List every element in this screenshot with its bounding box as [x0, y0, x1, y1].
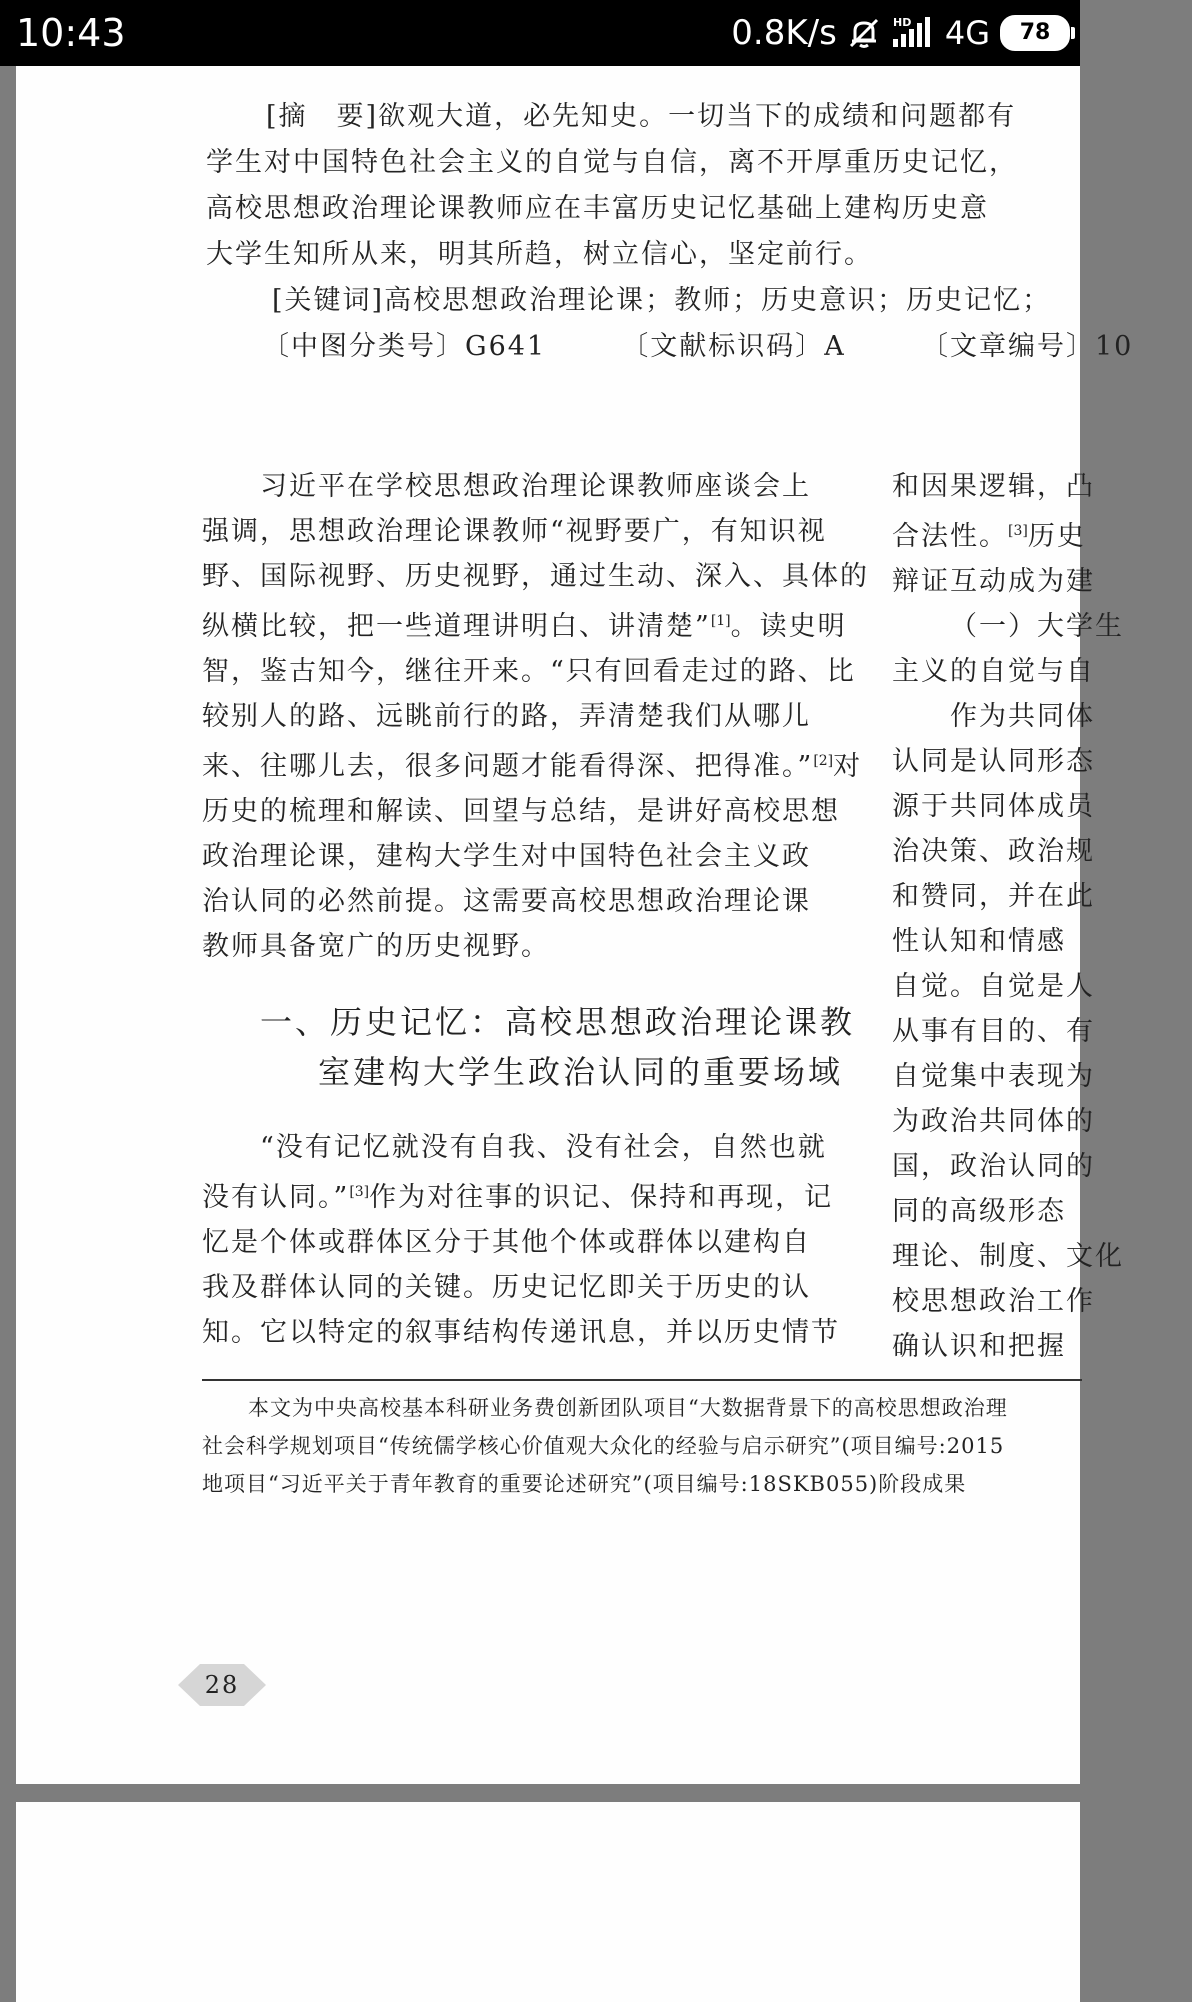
abstract-line: 大学生知所从来，明其所趋，树立信心，坚定前行。 — [206, 239, 873, 270]
battery-level: 78 — [1019, 20, 1051, 45]
document-page[interactable] — [16, 66, 1134, 1784]
mute-icon — [847, 16, 881, 50]
body-line: 强调，思想政治理论课教师“视野要广，有知识视 — [202, 516, 827, 547]
body-line: 较别人的路、远眺前行的路，弄清楚我们从哪儿 — [202, 701, 811, 732]
citation-ref[interactable]: [3] — [349, 1184, 370, 1200]
svg-text:HD: HD — [892, 16, 912, 29]
abstract-line: [摘 要]欲观大道，必先知史。一切当下的成绩和问题都有 — [266, 101, 1017, 132]
body-line: 性认知和情感 — [892, 926, 1066, 957]
body-line: 为政治共同体的 — [892, 1106, 1095, 1137]
body-line: 主义的自觉与自 — [892, 656, 1095, 687]
body-line: 智，鉴古知今，继往开来。“只有回看走过的路、比 — [202, 656, 856, 687]
abstract-line: 高校思想政治理论课教师应在丰富历史记忆基础上建构历史意 — [206, 193, 989, 224]
status-bar — [0, 0, 1080, 66]
body-line: 野、国际视野、历史视野，通过生动、深入、具体的 — [202, 561, 869, 592]
body-line: 同的高级形态 — [892, 1196, 1066, 1227]
section-heading-line2: 室建构大学生政治认同的重要场域 — [318, 1053, 844, 1091]
next-page-preview[interactable] — [16, 1802, 1080, 2002]
status-right-group — [731, 10, 1070, 56]
right-column — [892, 464, 1192, 1369]
body-line: 自觉。自觉是人 — [892, 971, 1095, 1002]
body-line — [202, 1170, 854, 1220]
section-heading — [202, 997, 854, 1097]
body-line: 和因果逻辑，凸 — [892, 471, 1095, 502]
body-text: 。读史明 — [730, 611, 847, 642]
abstract-line: 学生对中国特色社会主义的自觉与自信，离不开厚重历史记忆， — [206, 147, 1018, 178]
body-line: 源于共同体成员 — [892, 791, 1095, 822]
classification-row — [262, 324, 1166, 370]
footnote-line: 本文为中央高校基本科研业务费创新团队项目“大数据背景下的高校思想政治理 — [248, 1396, 1008, 1420]
body-line: 辩证互动成为建 — [892, 566, 1095, 597]
body-line: 和赞同，并在此 — [892, 881, 1095, 912]
body-line: “没有记忆就没有自我、没有社会，自然也就 — [260, 1132, 827, 1163]
left-column — [202, 464, 869, 1355]
body-line: 作为共同体 — [950, 701, 1095, 732]
body-text: 合法性。 — [892, 521, 1008, 552]
body-line: 国，政治认同的 — [892, 1151, 1095, 1182]
body-line: （一）大学生 — [950, 611, 1124, 642]
citation-ref[interactable]: [2] — [813, 753, 834, 769]
body-text: 没有认同。” — [202, 1182, 350, 1213]
page-number-badge — [178, 1662, 266, 1708]
body-text: 纵横比较，把一些道理讲明白、讲清楚” — [202, 611, 711, 642]
body-line: 确认识和把握 — [892, 1331, 1066, 1362]
body-line: 理论、制度、文化 — [892, 1241, 1124, 1272]
abstract-block — [206, 94, 1166, 370]
body-line — [202, 599, 854, 649]
document-code: 〔文献标识码〕A — [621, 331, 846, 362]
body-line: 认同是认同形态 — [892, 746, 1095, 777]
body-text: 作为对往事的识记、保持和再现，记 — [369, 1182, 834, 1213]
body-line: 政治理论课，建构大学生对中国特色社会主义政 — [202, 841, 811, 872]
body-line: 校思想政治工作 — [892, 1286, 1095, 1317]
section-heading-line1: 一、历史记忆：高校思想政治理论课教 — [260, 1003, 856, 1041]
body-line: 自觉集中表现为 — [892, 1061, 1095, 1092]
body-line: 治决策、政治规 — [892, 836, 1095, 867]
body-line — [202, 739, 863, 789]
body-line: 治认同的必然前提。这需要高校思想政治理论课 — [202, 886, 811, 917]
citation-ref[interactable]: [1] — [710, 613, 731, 629]
body-line: 从事有目的、有 — [892, 1016, 1095, 1047]
footnote-line: 地项目“习近平关于青年教育的重要论述研究”(项目编号:18SKB055)阶段成果 — [202, 1472, 967, 1496]
footnote-block — [202, 1389, 1102, 1503]
article-number: 〔文章编号〕10 — [920, 331, 1134, 362]
keywords-line: [关键词]高校思想政治理论课；教师；历史意识；历史记忆； — [272, 285, 1052, 316]
network-speed: 0.8K/s — [731, 13, 837, 53]
body-line: 习近平在学校思想政治理论课教师座谈会上 — [260, 471, 811, 502]
citation-ref[interactable]: [3] — [1008, 523, 1028, 539]
body-line — [892, 509, 1192, 559]
footnote-line: 社会科学规划项目“传统儒学核心价值观大众化的经验与启示研究”(项目编号:2015 — [202, 1434, 1005, 1458]
body-text: 来、往哪儿去，很多问题才能看得深、把得准。” — [202, 751, 814, 782]
body-line: 忆是个体或群体区分于其他个体或群体以建构自 — [202, 1227, 811, 1258]
footnote-divider — [202, 1379, 1082, 1381]
status-time: 10:43 — [16, 11, 126, 55]
body-line: 知。它以特定的叙事结构传递讯息，并以历史情节 — [202, 1317, 840, 1348]
body-text: 历史 — [1027, 521, 1086, 552]
body-line: 我及群体认同的关键。历史记忆即关于历史的认 — [202, 1272, 811, 1303]
hd-signal-icon — [891, 15, 935, 51]
body-line: 教师具备宽广的历史视野。 — [202, 931, 550, 962]
network-type: 4G — [944, 14, 990, 52]
clc-number: 〔中图分类号〕G641 — [262, 331, 547, 362]
body-line: 历史的梳理和解读、回望与总结，是讲好高校思想 — [202, 796, 840, 827]
body-text: 对 — [833, 751, 863, 782]
battery-icon — [1000, 15, 1070, 51]
page-number: 28 — [204, 1671, 240, 1699]
